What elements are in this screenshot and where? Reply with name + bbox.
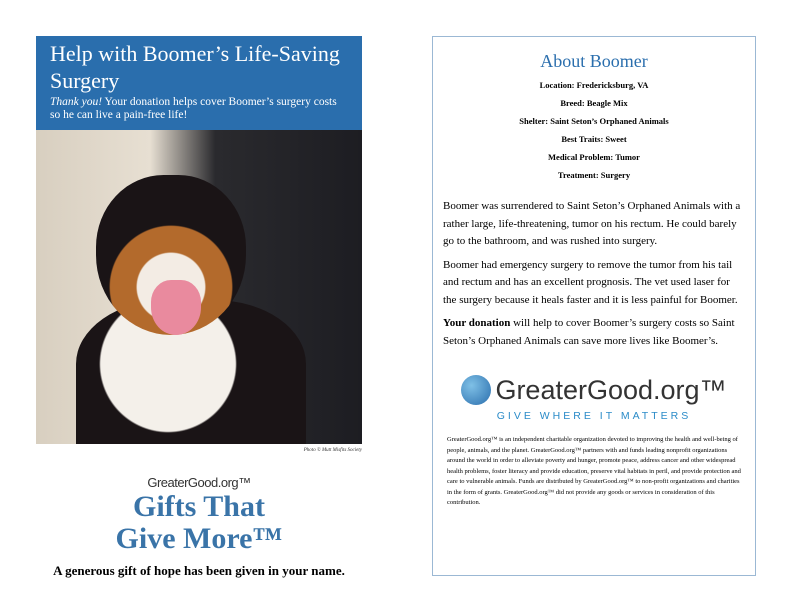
gifts-line-2: Give More™ <box>115 522 283 555</box>
fact-medical: Medical Problem: Tumor <box>548 152 640 162</box>
story-para-1: Boomer was surrendered to Saint Seton’s Orphaned Animals with a rather large, life-threatening, tumor on his rectum. He could barely go to the bathroom, and was rushed into surgery. <box>443 200 741 247</box>
fact-traits: Best Traits: Sweet <box>561 134 627 144</box>
about-heading: About Boomer <box>540 51 648 71</box>
gifts-line-1: Gifts That <box>133 490 265 523</box>
story <box>433 198 755 350</box>
front-panel <box>36 36 362 579</box>
title-banner <box>36 36 362 130</box>
dog-tongue <box>151 280 201 335</box>
logo-slogan: GIVE WHERE IT MATTERS <box>496 410 692 422</box>
facts-list <box>433 76 755 184</box>
disclaimer: GreaterGood.org™ is an independent charitable organization devoted to improving the health and well-being of people, animals, and the planet. GreaterGood.org™ partners with and funds leading nonprofit organizations around the world in order to alleviate poverty and hunger, promote peace, address cancer and other widespread health problems, foster literacy and provide education, preserve vital habitats in peril, and provide protection and care to vulnerable animals. Funds are distributed by GreaterGood.org™ to non-profit organizations and charities in the form of grants. GreaterGood.org™ did not provide any goods or services in consideration of this contribution. <box>447 436 741 506</box>
subtitle <box>50 96 348 122</box>
fact-breed: Breed: Beagle Mix <box>560 98 628 108</box>
fact-treatment: Treatment: Surgery <box>557 170 631 180</box>
thank-you: Thank you! <box>50 96 103 108</box>
page-title: Help with Boomer’s Life-Saving Surgery <box>50 41 340 93</box>
story-para-3-text: will help to cover Boomer’s surgery costs so Saint Seton’s Orphaned Animals can save more lives like Boomer’s. <box>443 317 735 347</box>
photo-credit: Photo © Mutt Misfits Society <box>303 448 362 453</box>
story-para-3 <box>443 315 745 350</box>
fact-shelter: Shelter: Saint Seton’s Orphaned Animals <box>519 116 669 126</box>
greatergood-logo <box>433 374 755 423</box>
your-donation: Your donation <box>443 317 511 329</box>
dog-photo <box>36 130 362 444</box>
greatergood-logo-small: GreaterGood.org™ <box>147 475 251 490</box>
gifts-logo <box>36 491 362 555</box>
logo-name: GreaterGood.org™ <box>495 375 727 405</box>
subtitle-text: Your donation helps cover Boomer’s surgery costs so he can live a pain-free life! <box>50 96 337 121</box>
story-para-2: Boomer had emergency surgery to remove the tumor from his tail and rectum and has an excellent prognosis. The vet used laser for the surgery because it heals faster and it is less painful for Boomer. <box>443 258 738 306</box>
globe-icon <box>461 375 491 405</box>
tagline: A generous gift of hope has been given in your name. <box>53 563 345 578</box>
fact-location: Location: Fredericksburg, VA <box>539 80 649 90</box>
back-panel <box>432 36 756 576</box>
